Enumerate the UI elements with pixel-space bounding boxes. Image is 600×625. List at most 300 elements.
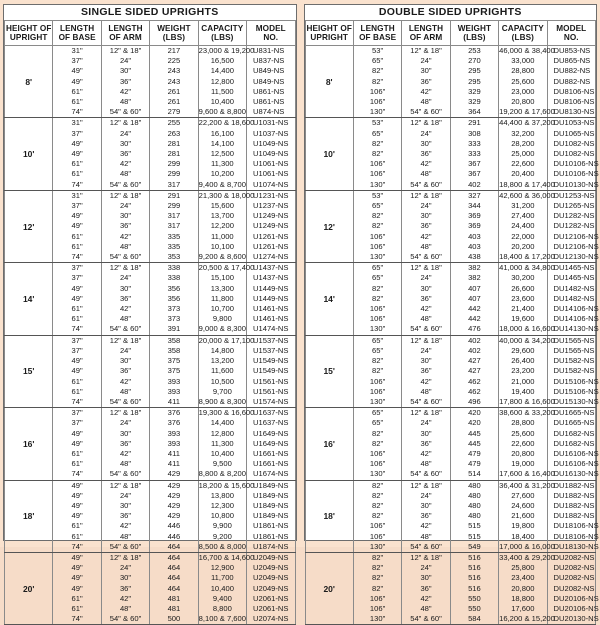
cell-model-no	[547, 552, 599, 624]
cell-line: 411	[167, 396, 180, 406]
header-line: LENGTH	[59, 23, 95, 33]
cell-line: 36"	[119, 76, 132, 86]
table-row	[5, 335, 296, 407]
cell-line: DU853-NS	[553, 46, 591, 55]
cell-line: 37"	[71, 263, 83, 273]
cell-height-of-upright: 12'	[5, 190, 53, 262]
cell-line: 14,400	[210, 66, 234, 76]
cell-line: DU1665-NS	[553, 408, 595, 418]
cell-line: 464	[167, 583, 181, 593]
cell-line: 61"	[71, 169, 83, 179]
header-height-of-upright	[305, 21, 353, 46]
cell-line: 61"	[71, 593, 83, 603]
cell-line: 24"	[119, 345, 132, 355]
cell-line: 16,500	[210, 56, 234, 66]
cell-line: 48"	[119, 241, 132, 251]
cell-line: 53"	[372, 46, 384, 55]
cell-line: 27,400	[511, 211, 535, 221]
cell-line: 10,400	[210, 97, 234, 107]
cell-line: 82"	[372, 221, 384, 231]
cell-line: DU1082-NS	[553, 138, 595, 148]
cell-line: U849-NS	[253, 76, 285, 86]
cell-line: 28,800	[511, 66, 535, 76]
cell-line: 42,600 & 36,000	[499, 190, 555, 200]
cell-length-of-base	[353, 335, 401, 407]
cell-line: 49"	[71, 366, 83, 376]
cell-line: 61"	[71, 231, 83, 241]
cell-line: U2049-NS	[253, 573, 289, 583]
cell-line: 49"	[71, 583, 83, 593]
cell-line: 82"	[372, 500, 384, 510]
header-line: UPRIGHT	[310, 33, 348, 42]
cell-line: U1849-NS	[253, 500, 289, 510]
cell-line: 10,400	[210, 448, 234, 458]
cell-line: 11,700	[210, 573, 234, 583]
header-length-of-base	[53, 21, 101, 46]
cell-line: 48"	[420, 531, 432, 541]
cell-model-no	[547, 335, 599, 407]
cell-line: 16,700 & 14,600	[198, 552, 255, 562]
cell-line: 30"	[119, 211, 132, 221]
cell-line: 442	[468, 304, 481, 314]
cell-line: 106"	[369, 376, 386, 386]
cell-line: U1274-NS	[253, 252, 289, 262]
cell-line: 61"	[71, 159, 83, 169]
cell-line: 12" & 18"	[109, 118, 142, 128]
cell-line: 20,200	[511, 241, 535, 251]
cell-line: 36"	[420, 583, 432, 593]
cell-line: 12" & 18"	[109, 190, 142, 200]
cell-length-of-base	[53, 190, 101, 262]
cell-line: 20,000 & 17,100	[198, 335, 255, 345]
cell-line: 12" & 18"	[410, 46, 442, 55]
cell-line: 82"	[372, 552, 384, 562]
cell-height-of-upright: 12'	[305, 190, 353, 262]
cell-line: U1049-NS	[253, 138, 289, 148]
cell-line: 16,200 & 15,200	[499, 614, 555, 624]
cell-length-of-base	[353, 46, 401, 118]
cell-line: DU1482-NS	[553, 293, 595, 303]
header-line: NO.	[563, 33, 579, 42]
cell-capacity	[499, 335, 555, 407]
header-line: LENGTH	[108, 23, 143, 33]
cell-line: U1537-NS	[253, 335, 289, 345]
cell-line: 42"	[119, 448, 132, 458]
cell-capacity	[198, 480, 255, 552]
cell-line: 445	[468, 428, 481, 438]
cell-line: 317	[167, 221, 181, 231]
cell-line: 54" & 60"	[109, 614, 142, 624]
cell-line: 54" & 60"	[410, 252, 442, 262]
cell-line: 61"	[71, 603, 83, 613]
cell-model-no	[247, 480, 295, 552]
cell-line: 480	[468, 500, 481, 510]
cell-line: 8,800	[212, 603, 232, 613]
cell-line: 74"	[71, 614, 83, 624]
cell-line: 106"	[369, 304, 386, 314]
table-row	[305, 46, 596, 118]
cell-line: 54" & 60"	[410, 324, 442, 334]
cell-line: 31"	[71, 46, 83, 55]
cell-line: 49"	[71, 428, 83, 438]
cell-line: 243	[167, 76, 181, 86]
cell-line: 10,700	[210, 304, 234, 314]
cell-line: U849-NS	[253, 66, 285, 76]
cell-line: U2049-NS	[253, 563, 289, 573]
cell-line: 48"	[420, 603, 432, 613]
cell-line: 106"	[369, 521, 386, 531]
cell-line: 30"	[119, 356, 132, 366]
cell-length-of-arm	[402, 263, 450, 335]
cell-line: 329	[468, 97, 481, 107]
cell-line: 37"	[71, 345, 83, 355]
cell-line: 30"	[420, 211, 432, 221]
cell-height-of-upright: 8'	[5, 46, 53, 118]
cell-line: 393	[167, 428, 181, 438]
cell-line: 516	[468, 563, 481, 573]
cell-line: DU1565-NS	[553, 335, 595, 345]
cell-line: 29,600	[511, 345, 535, 355]
cell-capacity	[198, 190, 255, 262]
cell-height-of-upright: 18'	[305, 480, 353, 552]
cell-line: 65"	[372, 201, 384, 211]
cell-line: 82"	[372, 438, 384, 448]
cell-line: 48"	[420, 386, 432, 396]
cell-line: 82"	[372, 293, 384, 303]
cell-line: 255	[167, 118, 181, 128]
cell-line: DU1682-NS	[553, 438, 595, 448]
cell-line: U1561-NS	[253, 376, 289, 386]
single-sided-table-container	[3, 4, 297, 624]
cell-line: 18,800 & 17,400	[499, 179, 555, 189]
cell-line: 130"	[369, 107, 386, 117]
cell-line: 24"	[420, 128, 432, 138]
header-line: WEIGHT	[457, 23, 492, 33]
cell-line: 12" & 18"	[410, 552, 442, 562]
cell-line: 106"	[369, 459, 386, 469]
cell-line: U1461-NS	[253, 304, 289, 314]
cell-line: 74"	[71, 469, 83, 479]
cell-line: U1074-NS	[253, 179, 289, 189]
cell-line: 49"	[71, 76, 83, 86]
cell-line: 53"	[372, 118, 384, 128]
cell-height-of-upright: 20'	[305, 552, 353, 624]
table-row	[305, 335, 596, 407]
cell-line: 82"	[372, 563, 384, 573]
cell-line: 37"	[71, 273, 83, 283]
cell-line: 358	[167, 345, 181, 355]
cell-line: 12,900	[210, 563, 234, 573]
cell-line: 12,300	[210, 500, 234, 510]
cell-line: 369	[468, 211, 481, 221]
cell-line: 8,100 & 7,600	[198, 614, 246, 624]
header-length-of-arm	[101, 21, 149, 46]
cell-line: 30"	[420, 573, 432, 583]
cell-line: 24"	[420, 490, 432, 500]
cell-line: 18,400 & 17,200	[499, 252, 555, 262]
cell-line: 48"	[420, 314, 432, 324]
cell-line: U1474-NS	[253, 324, 289, 334]
cell-line: 130"	[369, 252, 386, 262]
cell-line: 82"	[372, 149, 384, 159]
cell-line: 37"	[71, 201, 83, 211]
header-line: (LBS)	[211, 33, 234, 42]
cell-line: 402	[468, 179, 481, 189]
cell-line: 12,200	[210, 221, 234, 231]
cell-line: 36"	[420, 366, 432, 376]
cell-line: 106"	[369, 241, 386, 251]
cell-line: 82"	[372, 211, 384, 221]
cell-line: DU12106-NS	[553, 231, 599, 241]
cell-capacity	[198, 118, 255, 190]
cell-line: 65"	[372, 418, 384, 428]
cell-length-of-arm	[101, 190, 149, 262]
cell-line: 335	[167, 231, 181, 241]
cell-line: 30"	[420, 428, 432, 438]
cell-line: 48"	[119, 531, 132, 541]
table-row	[305, 480, 596, 552]
cell-line: 429	[167, 511, 181, 521]
cell-line: 21,300 & 18,000	[198, 190, 255, 200]
cell-line: 54" & 60"	[410, 469, 442, 479]
cell-line: 19,000	[511, 459, 535, 469]
cell-line: 49"	[71, 573, 83, 583]
cell-line: DU14130-NS	[553, 324, 599, 334]
cell-line: 46,000 & 38,400	[499, 46, 555, 55]
cell-length-of-base	[353, 552, 401, 624]
cell-line: DU20106-NS	[553, 593, 599, 603]
cell-line: DU1482-NS	[553, 283, 595, 293]
cell-line: 429	[167, 480, 181, 490]
cell-line: U1061-NS	[253, 169, 289, 179]
cell-line: 30"	[119, 428, 132, 438]
cell-line: 295	[468, 66, 481, 76]
cell-line: 10,800	[210, 511, 234, 521]
cell-weight	[150, 480, 198, 552]
cell-line: 427	[468, 366, 481, 376]
cell-line: 420	[468, 418, 481, 428]
cell-line: 24"	[420, 56, 432, 66]
cell-line: 74"	[71, 107, 83, 117]
cell-line: 9,200 & 8,600	[198, 252, 246, 262]
cell-capacity	[198, 263, 255, 335]
cell-line: DU16130-NS	[553, 469, 599, 479]
cell-line: DU10106-NS	[553, 159, 599, 169]
cell-line: U1561-NS	[253, 386, 289, 396]
cell-length-of-arm	[402, 408, 450, 480]
cell-line: 12" & 18"	[109, 46, 142, 55]
header-weight	[450, 21, 498, 46]
cell-weight	[150, 335, 198, 407]
cell-line: 393	[167, 438, 181, 448]
cell-line: 462	[468, 376, 481, 386]
cell-line: U1049-NS	[253, 149, 289, 159]
cell-line: 9,200	[212, 531, 232, 541]
cell-line: 74"	[71, 252, 83, 262]
cell-height-of-upright: 14'	[305, 263, 353, 335]
cell-line: U861-NS	[253, 97, 285, 107]
cell-line: 42"	[119, 159, 132, 169]
cell-line: 65"	[372, 56, 384, 66]
cell-line: U1849-NS	[253, 490, 289, 500]
cell-line: 65"	[372, 345, 384, 355]
cell-weight	[150, 190, 198, 262]
cell-line: DU2082-NS	[553, 573, 595, 583]
cell-line: 24"	[119, 273, 132, 283]
table-title: DOUBLE SIDED UPRIGHTS	[305, 5, 596, 21]
cell-length-of-arm	[402, 335, 450, 407]
cell-line: 20,400	[511, 169, 535, 179]
cell-line: 65"	[372, 273, 384, 283]
cell-line: 11,300	[210, 438, 234, 448]
cell-line: DU8106-NS	[553, 97, 595, 107]
cell-line: 12" & 18"	[109, 408, 142, 418]
header-model-no	[547, 21, 595, 46]
cell-model-no	[247, 552, 295, 624]
cell-line: 402	[468, 345, 481, 355]
cell-line: 42"	[420, 159, 432, 169]
cell-line: 18,400	[511, 531, 535, 541]
cell-line: 106"	[369, 386, 386, 396]
cell-line: 20,800	[511, 448, 535, 458]
cell-line: 584	[468, 614, 481, 624]
cell-line: 30"	[119, 500, 132, 510]
cell-line: 8,800 & 8,200	[198, 469, 246, 479]
cell-line: 21,600	[511, 511, 535, 521]
cell-line: 12" & 18"	[410, 118, 442, 128]
cell-line: 74"	[71, 324, 83, 334]
header-line: NO.	[263, 33, 279, 42]
cell-line: 42"	[119, 521, 132, 531]
cell-line: 500	[167, 614, 181, 624]
cell-line: 48"	[119, 314, 132, 324]
cell-line: 61"	[71, 386, 83, 396]
cell-line: 36"	[119, 221, 132, 231]
cell-line: DU15106-NS	[553, 376, 599, 386]
cell-line: 14,400	[210, 418, 234, 428]
cell-line: 299	[167, 169, 181, 179]
cell-line: 8,500 & 8,000	[198, 541, 246, 551]
cell-line: 106"	[369, 169, 386, 179]
cell-line: 22,600	[511, 438, 535, 448]
cell-line: 54" & 60"	[410, 179, 442, 189]
cell-capacity	[499, 46, 555, 118]
cell-line: 9,700	[212, 386, 232, 396]
cell-line: 42"	[420, 86, 432, 96]
header-line: (LBS)	[162, 33, 186, 42]
cell-line: 61"	[71, 97, 83, 107]
cell-line: 82"	[372, 490, 384, 500]
cell-line: 54" & 60"	[109, 179, 142, 189]
cell-line: 26,400	[511, 356, 535, 366]
cell-line: 333	[468, 149, 481, 159]
cell-line: 18,200 & 15,600	[198, 480, 255, 490]
cell-capacity	[198, 335, 255, 407]
cell-line: 373	[167, 304, 181, 314]
cell-line: DU12130-NS	[553, 252, 599, 262]
cell-line: 49"	[71, 211, 83, 221]
cell-line: 42"	[119, 304, 132, 314]
cell-weight	[450, 263, 498, 335]
cell-line: 299	[167, 159, 181, 169]
header-capacity	[198, 21, 246, 46]
cell-line: 393	[167, 386, 181, 396]
cell-line: DU1082-NS	[553, 149, 595, 159]
table-row	[305, 408, 596, 480]
cell-line: 364	[468, 107, 481, 117]
cell-line: 36"	[420, 221, 432, 231]
cell-line: 327	[468, 190, 481, 200]
cell-length-of-base	[353, 480, 401, 552]
cell-line: 429	[167, 469, 181, 479]
cell-line: 13,300	[210, 283, 234, 293]
cell-line: 24"	[119, 418, 132, 428]
cell-line: 480	[468, 511, 481, 521]
cell-line: 106"	[369, 231, 386, 241]
cell-line: U1874-NS	[253, 541, 289, 551]
cell-length-of-arm	[402, 190, 450, 262]
cell-line: U1849-NS	[253, 511, 289, 521]
cell-line: 22,600	[511, 159, 535, 169]
cell-line: 391	[167, 324, 181, 334]
cell-line: 42"	[420, 448, 432, 458]
cell-line: 54" & 60"	[109, 324, 142, 334]
cell-line: 9,400	[212, 593, 232, 603]
cell-line: 403	[468, 231, 481, 241]
cell-line: U1549-NS	[253, 366, 289, 376]
cell-line: 49"	[71, 66, 83, 76]
cell-line: 49"	[71, 438, 83, 448]
header-length-of-arm	[402, 21, 450, 46]
table-title-row	[305, 5, 596, 21]
cell-line: 30"	[420, 500, 432, 510]
cell-line: U1237-NS	[253, 201, 289, 211]
cell-line: 479	[468, 448, 481, 458]
cell-line: U1061-NS	[253, 159, 289, 169]
header-line: OF BASE	[359, 33, 397, 42]
cell-length-of-arm	[402, 480, 450, 552]
cell-weight	[450, 190, 498, 262]
cell-line: 291	[468, 118, 481, 128]
cell-line: DU14106-NS	[553, 304, 599, 314]
single-sided-table-body	[5, 5, 296, 625]
double-sided-uprights-table	[305, 5, 597, 625]
cell-length-of-arm	[101, 408, 149, 480]
cell-line: 42"	[420, 521, 432, 531]
cell-line: 106"	[369, 97, 386, 107]
cell-line: 82"	[372, 428, 384, 438]
cell-line: 299	[167, 201, 181, 211]
cell-weight	[150, 408, 198, 480]
cell-line: 36"	[420, 293, 432, 303]
cell-line: U1649-NS	[253, 428, 289, 438]
cell-line: 338	[167, 273, 181, 283]
cell-line: 550	[468, 603, 481, 613]
cell-line: DU15130-NS	[553, 396, 599, 406]
cell-length-of-arm	[402, 552, 450, 624]
cell-line: 48"	[420, 459, 432, 469]
cell-line: 30"	[420, 283, 432, 293]
cell-line: 31,200	[511, 201, 535, 211]
cell-line: 36"	[420, 511, 432, 521]
cell-line: U1261-NS	[253, 231, 289, 241]
cell-line: 18,000 & 16,600	[499, 324, 555, 334]
cell-line: 23,400	[511, 573, 535, 583]
cell-line: 19,200 & 17,600	[499, 107, 555, 117]
cell-line: 30,200	[511, 273, 535, 283]
cell-line: 24,600	[511, 500, 535, 510]
cell-line: 36"	[119, 149, 132, 159]
